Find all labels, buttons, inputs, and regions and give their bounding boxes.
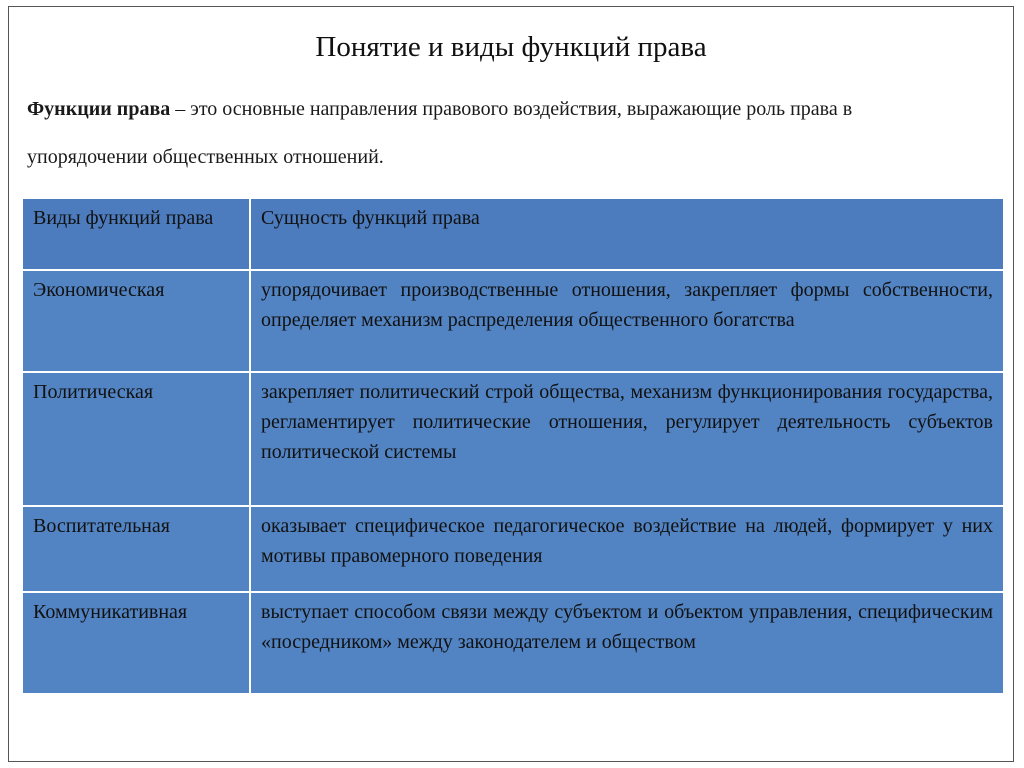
function-type-cell: Воспитательная (22, 506, 250, 592)
function-essence-cell: закрепляет политический строй общества, механизм функционирования государства, регламентирует политические отношения, регулирует деятельность субъектов политической системы (250, 372, 1004, 506)
function-type-cell: Политическая (22, 372, 250, 506)
header-function-essence: Сущность функций права (250, 198, 1004, 270)
function-essence-cell: упорядочивает производственные отношения, закрепляет формы собственности, определяет механизм распределения общественного богатства (250, 270, 1004, 372)
table-row (22, 372, 1004, 506)
functions-table (21, 197, 1005, 695)
table-header-row (22, 198, 1004, 270)
definition-text: – это основные направления правового воздействия, выражающие роль права в упорядочении общественных отношений. (27, 98, 853, 168)
table-row (22, 592, 1004, 694)
function-type-cell: Экономическая (22, 270, 250, 372)
slide (8, 6, 1014, 762)
header-function-type: Виды функций права (22, 198, 250, 270)
page-title: Понятие и виды функций права (315, 31, 707, 63)
table-row (22, 506, 1004, 592)
function-essence-cell: оказывает специфическое педагогическое воздействие на людей, формирует у них мотивы правомерного поведения (250, 506, 1004, 592)
function-type-cell: Коммуникативная (22, 592, 250, 694)
function-essence-cell: выступает способом связи между субъектом и объектом управления, специфическим «посредником» между законодателем и обществом (250, 592, 1004, 694)
definition-paragraph (27, 85, 957, 181)
table-row (22, 270, 1004, 372)
definition-term: Функции права (27, 98, 171, 120)
